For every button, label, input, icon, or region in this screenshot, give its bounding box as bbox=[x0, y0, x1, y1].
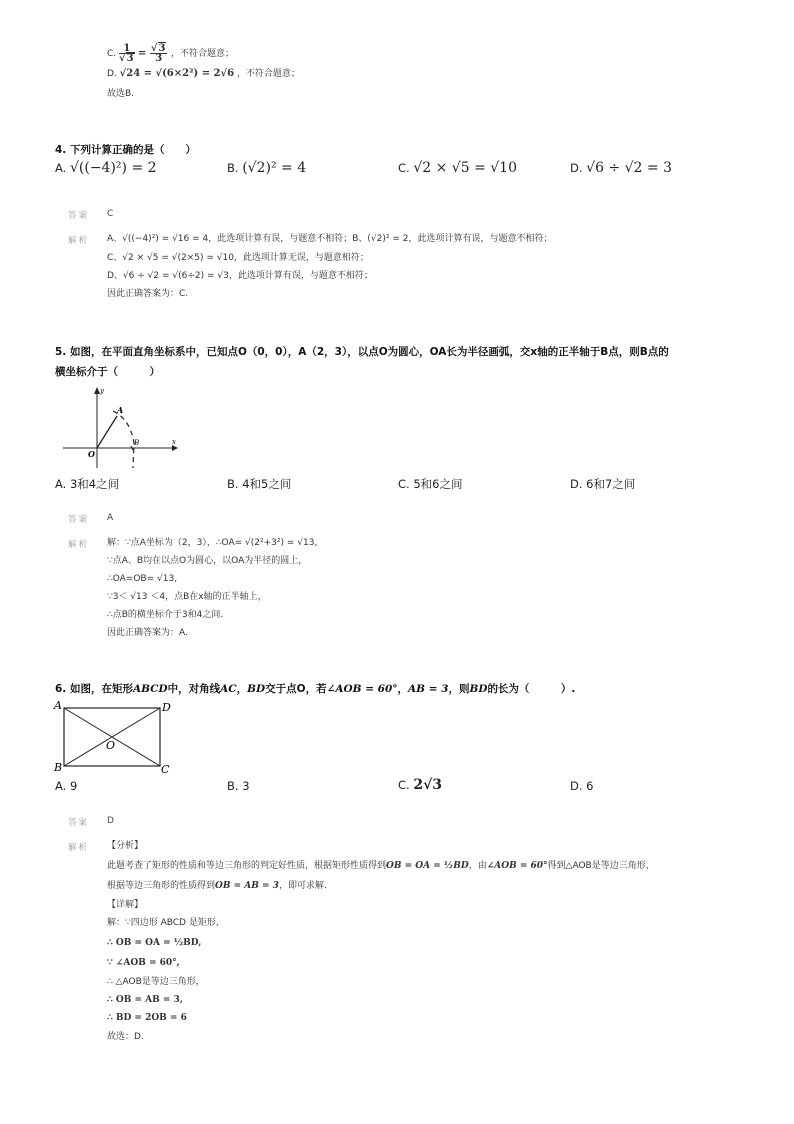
q6-analysis-p2-formula: OB = AB = 3 bbox=[215, 881, 279, 891]
q6-title-mid1: 中，对角线 bbox=[167, 683, 221, 695]
q5-option-b-text: 4和5之间 bbox=[242, 477, 292, 491]
q6-title-bd2: BD bbox=[469, 683, 488, 695]
q4-analysis-line-3: D、√6 ÷ √2 = √(6÷2) = √3，此选项计算有误，与题意不相符； bbox=[107, 271, 373, 281]
q6-analysis-p1-formula-1: OB = OA = ½BD bbox=[386, 861, 469, 871]
q6-analysis-head: 【分析】 bbox=[107, 841, 144, 851]
q6-analysis-para-1 bbox=[107, 860, 655, 872]
q6-detail-head: 【详解】 bbox=[107, 900, 144, 910]
q6-step-4: ∴ △AOB是等边三角形， bbox=[107, 977, 205, 987]
q4-option-a-formula: √((−4)²) = 2 bbox=[69, 160, 157, 176]
q4-option-c bbox=[398, 160, 517, 176]
q5-option-a-text: 3和4之间 bbox=[69, 477, 120, 491]
q5-title-line-2: 横坐标介于（ ） bbox=[55, 366, 160, 378]
q6-analysis-p1-text-c: 得到△AOB是等边三角形， bbox=[547, 861, 655, 871]
q5-option-c bbox=[398, 476, 462, 492]
q4-option-d-formula: √6 ÷ √2 = 3 bbox=[586, 160, 672, 176]
segment-oa bbox=[97, 416, 117, 448]
q5-option-c-label: C. bbox=[398, 477, 410, 491]
q4-option-a-label: A. bbox=[55, 161, 67, 175]
q5-coordinate-figure bbox=[60, 383, 185, 473]
q3-d-label: D. bbox=[107, 69, 117, 79]
q6-analysis-p1-text-a: 此题考查了矩形的性质和等边三角形的判定好性质，根据矩形性质得到 bbox=[107, 861, 387, 871]
q5-option-d-label: D. bbox=[570, 477, 583, 491]
q6-analysis-p1-text-b: ，由 bbox=[468, 861, 487, 871]
q3-c-text: ，不符合题意； bbox=[170, 49, 234, 59]
q3-conclusion: 故选B. bbox=[107, 89, 135, 99]
q5-option-b bbox=[227, 476, 291, 492]
q6-option-d-text: 6 bbox=[586, 779, 594, 793]
q6-option-a bbox=[55, 779, 77, 793]
q4-title: 4. 下列计算正确的是（ ） bbox=[55, 144, 196, 156]
q5-analysis-tag: 解析 bbox=[68, 540, 90, 550]
q6-option-c bbox=[398, 777, 442, 793]
q6-option-b bbox=[227, 779, 250, 793]
label-d: D bbox=[162, 701, 171, 714]
q6-option-d bbox=[570, 779, 594, 793]
q6-title-pre: 6. 如图，在矩形 bbox=[55, 683, 133, 695]
q5-title-line-1: 5. 如图，在平面直角坐标系中，已知点O（0，0），A（2，3），以点O为圆心，OA长为半径画弧，交x轴的正半轴于B点，则B点的 bbox=[55, 346, 669, 358]
q6-analysis-tag: 解析 bbox=[68, 843, 90, 853]
q4-option-b-formula: (√2)² = 4 bbox=[242, 160, 307, 176]
q4-analysis-line-1: A、√((−4)²) = √16 = 4，此选项计算有误，与题意不相符；B、(√2)² = 2，此选项计算有误，与题意不相符； bbox=[107, 234, 553, 244]
q3-option-c-line bbox=[107, 44, 234, 63]
label-y: y bbox=[100, 387, 104, 395]
q6-step-5: ∴ OB = AB = 3, bbox=[107, 995, 183, 1005]
q6-rectangle-figure bbox=[52, 698, 182, 776]
q6-title-mid2: 交于点O，若 bbox=[265, 683, 327, 695]
q6-answer: D bbox=[107, 816, 114, 826]
q5-option-d-text: 6和7之间 bbox=[586, 477, 636, 491]
q6-title-mid3: ，则 bbox=[448, 683, 470, 695]
q6-answer-tag: 答案 bbox=[68, 818, 90, 828]
q5-analysis-line-4: ∵3＜ √13 ＜4，点B在x轴的正半轴上， bbox=[107, 592, 267, 602]
q5-option-c-text: 5和6之间 bbox=[413, 477, 463, 491]
q6-analysis-p2-text-b: ，即可求解. bbox=[278, 881, 327, 891]
label-a: A bbox=[54, 699, 62, 712]
q4-option-a bbox=[55, 160, 157, 176]
q4-answer: C bbox=[107, 209, 114, 219]
q4-option-d-label: D. bbox=[570, 161, 583, 175]
q5-analysis-line-5: ∴点B的横坐标介于3和4之间. bbox=[107, 610, 224, 620]
q6-title-ab: AB = 3 bbox=[408, 683, 449, 695]
q6-option-b-text: 3 bbox=[242, 779, 250, 793]
label-x: x bbox=[172, 438, 176, 446]
label-o: O bbox=[106, 739, 116, 752]
q6-title-comma2: ， bbox=[397, 683, 409, 695]
q6-step-6: ∴ BD = 2OB = 6 bbox=[107, 1013, 187, 1023]
q6-title-bd: BD bbox=[247, 683, 266, 695]
q3-c-label: C. bbox=[107, 49, 117, 59]
q6-step-2: ∴ OB = OA = ½BD, bbox=[107, 938, 202, 948]
q5-analysis-line-6: 因此正确答案为：A. bbox=[107, 628, 188, 638]
label-a: A bbox=[117, 405, 124, 415]
q5-analysis-line-3: ∴OA=OB= √13, bbox=[107, 574, 178, 584]
q6-analysis-para-2 bbox=[107, 880, 327, 892]
q4-option-c-formula: √2 × √5 = √10 bbox=[413, 160, 517, 176]
q5-option-b-label: B. bbox=[227, 477, 239, 491]
label-c: C bbox=[161, 763, 170, 776]
q6-option-c-text: 2√3 bbox=[413, 777, 443, 793]
q4-option-d bbox=[570, 160, 672, 176]
q5-option-a bbox=[55, 476, 119, 492]
q6-title-end: 的长为（ ）. bbox=[487, 683, 576, 695]
q6-step-3: ∵ ∠AOB = 60°, bbox=[107, 958, 180, 968]
q6-analysis-p1-formula-2: ∠AOB = 60° bbox=[486, 861, 548, 871]
q5-analysis-line-1: 解：∵点A坐标为（2，3），∴OA= √(2²+3²) = √13, bbox=[107, 538, 318, 548]
q6-option-a-text: 9 bbox=[69, 779, 78, 793]
q6-title-ac: AC bbox=[220, 683, 237, 695]
q5-answer: A bbox=[107, 513, 114, 523]
q6-step-1: 解：∵四边形 ABCD 是矩形， bbox=[107, 918, 225, 928]
q6-title bbox=[55, 681, 575, 696]
q6-title-comma: ， bbox=[236, 683, 248, 695]
q6-option-d-label: D. bbox=[570, 779, 583, 793]
q6-step-7: 故选：D. bbox=[107, 1032, 144, 1042]
q6-option-b-label: B. bbox=[227, 779, 239, 793]
q4-analysis-tag: 解析 bbox=[68, 236, 90, 246]
q3-d-text: ，不符合题意； bbox=[236, 69, 300, 79]
q6-analysis-p2-text-a: 根据等边三角形的性质得到 bbox=[107, 881, 216, 891]
q5-analysis-line-2: ∵点A、B均在以点O为圆心，以OA为半径的圆上， bbox=[107, 556, 308, 566]
q4-option-b-label: B. bbox=[227, 161, 239, 175]
q4-analysis-line-4: 因此正确答案为：C. bbox=[107, 289, 189, 299]
q6-title-abcd: ABCD bbox=[132, 683, 168, 695]
q6-title-angle: ∠AOB = 60° bbox=[326, 683, 398, 695]
q3-option-d-line bbox=[107, 68, 300, 80]
q5-option-d bbox=[570, 476, 635, 492]
arc-ab bbox=[113, 411, 134, 468]
q4-analysis-line-2: C、√2 × √5 = √(2×5) = √10，此选项计算无误，与题意相符； bbox=[107, 253, 369, 263]
q3-d-formula: √24 = √(6×2²) = 2√6 bbox=[119, 68, 235, 79]
q4-option-b bbox=[227, 160, 306, 176]
label-b: B bbox=[134, 439, 140, 447]
label-o: O bbox=[88, 449, 95, 459]
q4-option-c-label: C. bbox=[398, 161, 410, 175]
q5-answer-tag: 答案 bbox=[68, 515, 90, 525]
q5-option-a-label: A. bbox=[55, 477, 67, 491]
q3-c-formula: $\frac{1}{√3}$ = $\frac{√3}{3}$ bbox=[119, 43, 166, 64]
label-b: B bbox=[54, 761, 63, 774]
q6-option-a-label: A. bbox=[55, 779, 67, 793]
q6-option-c-label: C. bbox=[398, 778, 410, 792]
q4-answer-tag: 答案 bbox=[68, 211, 90, 221]
